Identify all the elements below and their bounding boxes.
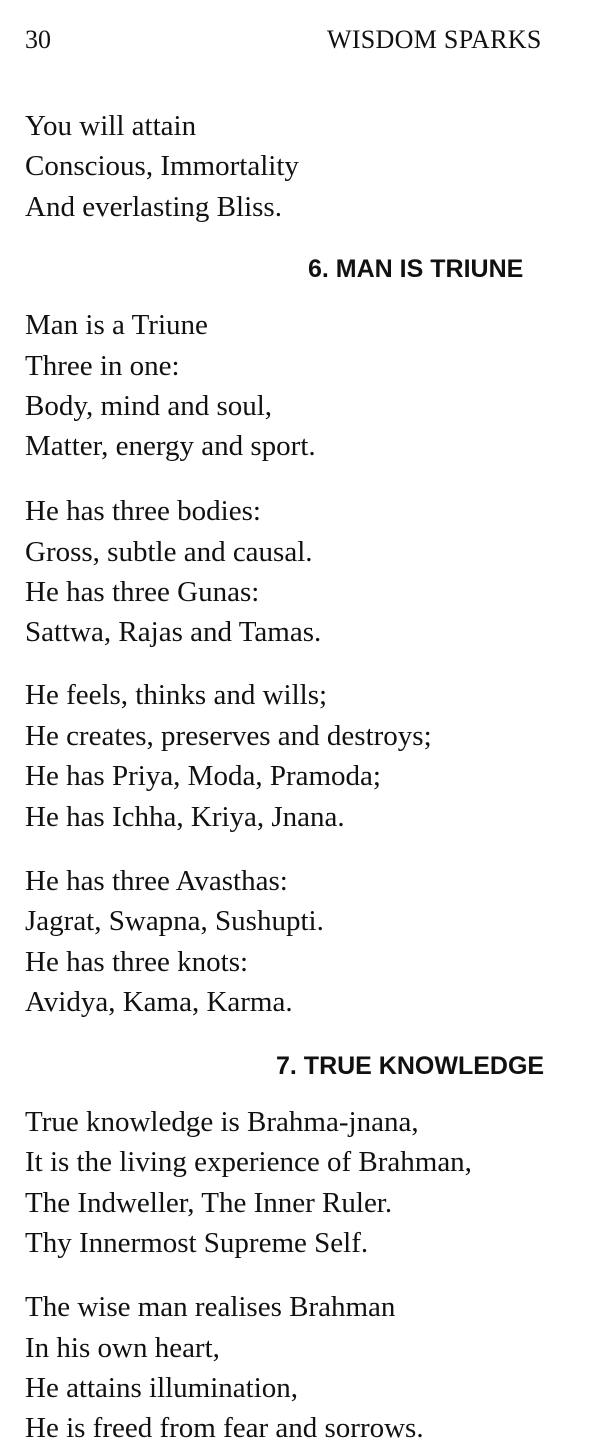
verse-line: He has three Avasthas: <box>25 865 288 897</box>
verse-line: He creates, preserves and destroys; <box>25 720 432 752</box>
verse-line: You will attain <box>25 110 197 142</box>
verse-line: He feels, thinks and wills; <box>25 679 328 711</box>
verse-line: The Indweller, The Inner Ruler. <box>25 1187 393 1219</box>
section-heading-7: 7. TRUE KNOWLEDGE <box>276 1052 545 1080</box>
verse-line: He has three knots: <box>25 946 249 978</box>
verse-line: Gross, subtle and causal. <box>25 536 313 568</box>
verse-line: He has three Gunas: <box>25 576 260 608</box>
verse-line: Jagrat, Swapna, Sushupti. <box>25 905 324 937</box>
section-heading-6: 6. MAN IS TRIUNE <box>308 255 524 283</box>
running-title: WISDOM SPARKS <box>327 25 542 54</box>
verse-line: The wise man realises Brahman <box>25 1291 396 1323</box>
verse-line: Thy Innermost Supreme Self. <box>25 1227 369 1259</box>
verse-line: It is the living experience of Brahman, <box>25 1146 472 1178</box>
verse-line: Matter, energy and sport. <box>25 430 316 462</box>
verse-line: Sattwa, Rajas and Tamas. <box>25 616 322 648</box>
verse-line: He has Priya, Moda, Pramoda; <box>25 760 381 792</box>
verse-line: He is freed from fear and sorrows. <box>25 1412 424 1444</box>
verse-line: True knowledge is Brahma-jnana, <box>25 1106 419 1138</box>
verse-line: Conscious, Immortality <box>25 150 299 182</box>
verse-line: Three in one: <box>25 350 180 382</box>
verse-line: Man is a Triune <box>25 309 208 341</box>
verse-line: In his own heart, <box>25 1332 220 1364</box>
verse-line: He has three bodies: <box>25 495 261 527</box>
verse-line: Avidya, Kama, Karma. <box>25 986 293 1018</box>
verse-line: And everlasting Bliss. <box>25 191 282 223</box>
verse-line: Body, mind and soul, <box>25 390 273 422</box>
page-number: 30 <box>25 25 51 54</box>
verse-line: He attains illumination, <box>25 1372 299 1404</box>
verse-line: He has Ichha, Kriya, Jnana. <box>25 801 345 833</box>
